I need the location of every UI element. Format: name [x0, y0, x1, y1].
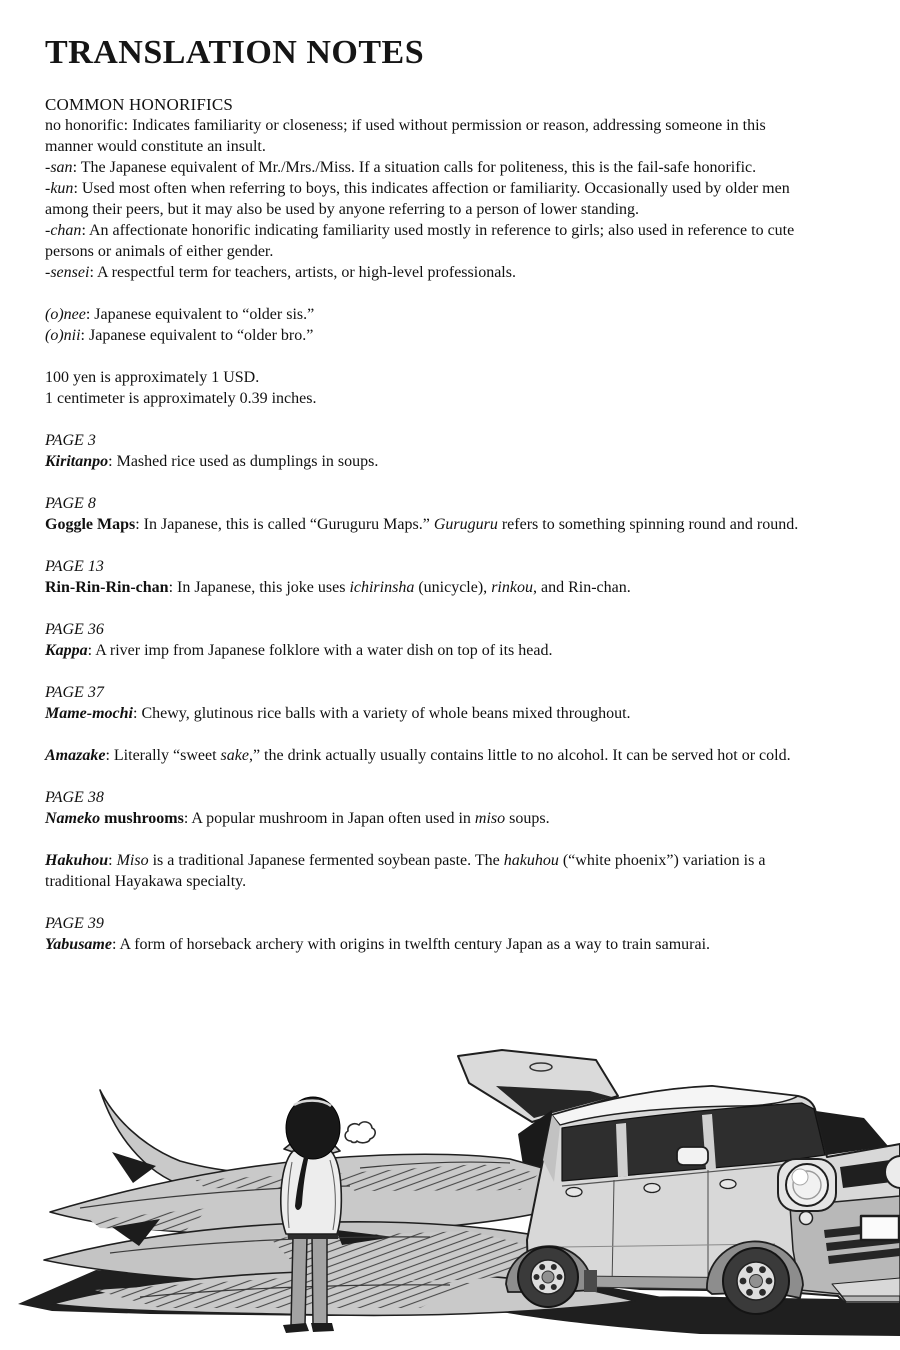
note-paragraph — [45, 745, 813, 766]
girl-pants — [291, 1236, 307, 1325]
side-mirror — [677, 1147, 708, 1165]
front-wheel — [723, 1248, 789, 1314]
note-paragraph — [45, 304, 813, 325]
text-segment: mushrooms — [100, 810, 184, 827]
text-segment: : — [108, 852, 117, 869]
note-paragraph — [45, 262, 813, 283]
text-segment: refers to something spinning round and round. — [497, 516, 799, 533]
text-segment: Nameko — [45, 810, 101, 827]
notes-block — [45, 745, 813, 766]
text-segment: (o)nii — [45, 327, 81, 344]
text-segment: Kiritanpo — [45, 453, 109, 470]
notes-content — [45, 34, 813, 976]
rear-wheel — [518, 1247, 578, 1307]
text-segment: : Mashed rice used as dumplings in soups. — [108, 453, 379, 470]
note-paragraph — [45, 934, 813, 955]
door-handle — [644, 1184, 660, 1193]
notes-block — [45, 367, 813, 409]
section-heading: COMMON HONORIFICS — [45, 95, 234, 114]
car-drawing — [506, 1086, 900, 1314]
note-paragraph — [45, 157, 813, 178]
text-segment: (o)nee — [45, 306, 86, 323]
text-segment: -san — [45, 159, 73, 176]
note-paragraph — [45, 850, 813, 892]
text-segment: soups. — [505, 810, 550, 827]
text-segment: Goggle Maps — [45, 516, 136, 533]
text-segment: : Chewy, glutinous rice balls with a variety of whole beans mixed throughout. — [133, 705, 631, 722]
notes-block — [45, 430, 813, 472]
note-paragraph — [45, 178, 813, 220]
text-segment: , and Rin-chan. — [532, 579, 631, 596]
text-segment: : In Japanese, this is called “Guruguru Maps.” — [135, 516, 434, 533]
text-segment: Mame-mochi — [45, 705, 133, 722]
text-segment: : In Japanese, this joke uses — [168, 579, 350, 596]
note-paragraph — [45, 703, 813, 724]
text-segment: : Japanese equivalent to “older sis.” — [85, 306, 315, 323]
girl-shoe — [283, 1323, 309, 1333]
note-paragraph — [45, 640, 813, 661]
notes-block — [45, 850, 813, 892]
fog-light — [800, 1212, 813, 1225]
notes-block — [45, 787, 813, 829]
text-segment: -kun — [45, 180, 74, 197]
text-segment: : Japanese equivalent to “older bro.” — [80, 327, 314, 344]
text-segment: : A popular mushroom in Japan often used in — [183, 810, 475, 827]
text-segment: -sensei — [45, 264, 90, 281]
text-segment: ,” the drink actually usually contains little to no alcohol. It can be served hot or cold. — [248, 747, 791, 764]
text-segment: Miso — [116, 852, 149, 869]
page-heading: PAGE 13 — [45, 558, 104, 575]
text-segment: (unicycle), — [414, 579, 492, 596]
note-paragraph — [45, 808, 813, 829]
page-heading: PAGE 37 — [45, 684, 104, 701]
notes-list — [45, 94, 813, 955]
text-segment: is a traditional Japanese fermented soybean paste. The — [148, 852, 504, 869]
text-segment: 1 centimeter is approximately 0.39 inches. — [45, 390, 317, 407]
girl-pants — [312, 1236, 327, 1325]
note-paragraph — [45, 367, 813, 388]
note-paragraph — [45, 577, 813, 598]
page-heading: PAGE 36 — [45, 621, 104, 638]
page-heading: PAGE 8 — [45, 495, 96, 512]
notes-block — [45, 304, 813, 346]
license-plate — [861, 1216, 899, 1240]
door-handle — [720, 1180, 736, 1189]
text-segment: rinkou — [491, 579, 533, 596]
text-segment: ichirinsha — [349, 579, 415, 596]
notes-block — [45, 682, 813, 724]
notes-block — [45, 493, 813, 535]
page-title: TRANSLATION NOTES — [45, 34, 425, 71]
girl-shoe — [311, 1323, 334, 1332]
note-paragraph — [45, 388, 813, 409]
text-segment: Guruguru — [433, 516, 498, 533]
page-heading: PAGE 3 — [45, 432, 96, 449]
note-paragraph — [45, 451, 813, 472]
text-segment: : Literally “sweet — [105, 747, 221, 764]
text-segment: -chan — [45, 222, 82, 239]
text-segment: : A river imp from Japanese folklore with a water dish on top of its head. — [87, 642, 553, 659]
note-paragraph — [45, 325, 813, 346]
text-segment: Yabusame — [45, 936, 112, 953]
text-segment: hakuhou — [503, 852, 559, 869]
note-paragraph — [45, 220, 813, 262]
note-paragraph — [45, 115, 813, 157]
text-segment: 100 yen is approximately 1 USD. — [45, 369, 260, 386]
note-paragraph — [45, 514, 813, 535]
text-segment: : Used most often when referring to boys, this indicates affection or familiarity. Occasionally used by older men among their peers, but it may also be used by anyone referring to a person of lower standing. — [45, 180, 790, 218]
text-segment: miso — [474, 810, 506, 827]
notes-block — [45, 913, 813, 955]
bottom-illustration — [0, 1040, 900, 1350]
text-segment: Kappa — [45, 642, 88, 659]
sigh-puff — [345, 1122, 375, 1143]
text-segment: no honorific: Indicates familiarity or closeness; if used without permission or reason, addressing someone in this manner would constitute an insult. — [45, 117, 766, 155]
text-segment: Rin-Rin-Rin-chan — [45, 579, 169, 596]
page-heading: PAGE 39 — [45, 915, 104, 932]
text-segment: Hakuhou — [45, 852, 109, 869]
door-handle — [566, 1188, 582, 1197]
text-segment: (“white phoenix”) variation is a traditional Hayakawa specialty. — [45, 852, 766, 890]
text-segment: : The Japanese equivalent of Mr./Mrs./Miss. If a situation calls for politeness, this is the fail-safe honorific. — [72, 159, 757, 176]
text-segment: : An affectionate honorific indicating familiarity used mostly in reference to girls; also used in reference to cute persons or animals of either gender. — [45, 222, 795, 260]
text-segment: : A form of horseback archery with origins in twelfth century Japan as a way to train samurai. — [111, 936, 711, 953]
girl-sweater — [281, 1151, 342, 1234]
page-heading: PAGE 38 — [45, 789, 104, 806]
notes-block — [45, 94, 813, 283]
girl-hair — [286, 1097, 340, 1159]
text-segment: Amazake — [45, 747, 106, 764]
notes-block — [45, 556, 813, 598]
text-segment: : A respectful term for teachers, artists, or high-level professionals. — [89, 264, 516, 281]
text-segment: sake — [220, 747, 249, 764]
notes-block — [45, 619, 813, 661]
